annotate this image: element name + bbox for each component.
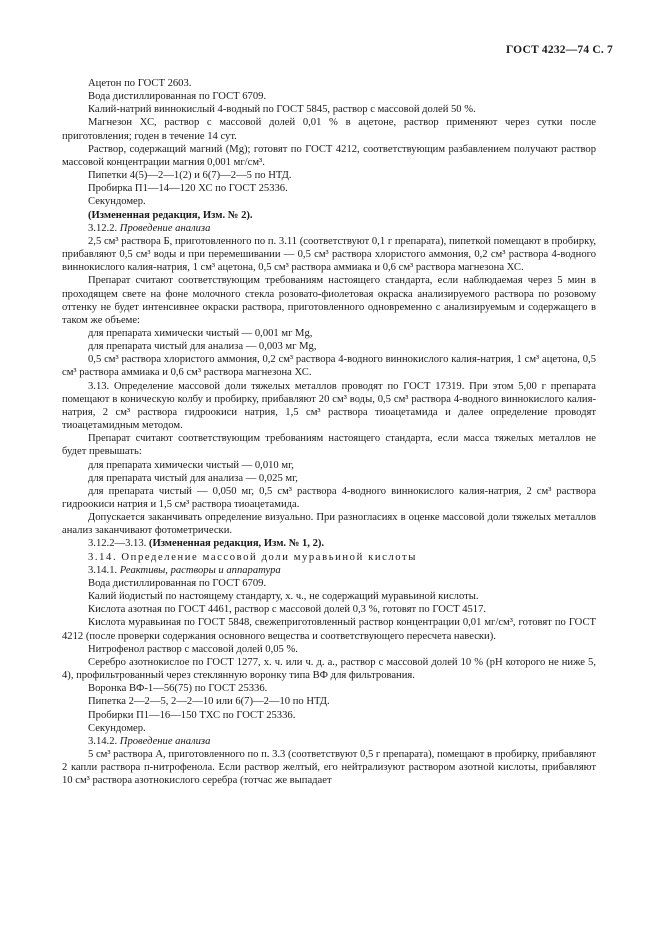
paragraph xyxy=(62,616,596,642)
paragraph xyxy=(62,327,596,340)
paragraph xyxy=(62,169,596,182)
paragraph xyxy=(62,380,596,433)
paragraph xyxy=(62,116,596,142)
paragraph xyxy=(62,77,596,90)
paragraph-text: Нитрофенол раствор с массовой долей 0,05 %. xyxy=(88,643,298,655)
paragraph xyxy=(62,564,596,577)
paragraph xyxy=(62,735,596,748)
paragraph-text: Пипетка 2—2—5, 2—2—10 или 6(7)—2—10 по НТД. xyxy=(88,696,330,708)
section-heading-italic: Проведение анализа xyxy=(119,735,211,747)
section-heading-italic: Реактивы, растворы и аппаратура xyxy=(119,564,281,576)
paragraph-text: Раствор, содержащий магний (Mg); готовят по ГОСТ 4212, соответствующим разбавлением получают раствор массовой концентрации магния 0,001 мг/см³. xyxy=(62,143,596,168)
paragraph xyxy=(62,90,596,103)
paragraph xyxy=(62,472,596,485)
paragraph-text: (Измененная редакция, Изм. № 2). xyxy=(88,209,253,221)
paragraph-text: 3.14. Определение массовой доли муравьиной кислоты xyxy=(88,551,418,563)
paragraph xyxy=(62,274,596,327)
paragraph-text: 3.14.2. xyxy=(88,735,118,747)
paragraph xyxy=(62,722,596,735)
paragraph-text: Пробирки П1—16—150 ТХС по ГОСТ 25336. xyxy=(88,709,296,721)
paragraph-text: 3.13. Определение массовой доли тяжелых металлов проводят по ГОСТ 17319. При этом 5,00 г препарата помещают в коническую колбу и пробирку, прибавляют 20 см³ воды, 0,5 см³ раствора 4-водного виннокислого калия-натрия, 2 см³ раствора гидроокиси натрия, 1,5 см³ раствора тиоацетамида и далее определение проводят тиоацетамидным методом. xyxy=(62,380,596,432)
paragraph xyxy=(62,709,596,722)
paragraph-text: Препарат считают соответствующим требованиям настоящего стандарта, если масса тяжелых металлов не будет превышать: xyxy=(62,433,596,458)
paragraph xyxy=(62,682,596,695)
paragraph-text: 3.14.1. xyxy=(88,564,118,576)
revision-note: (Измененная редакция, Изм. № 1, 2). xyxy=(148,538,325,550)
paragraph-text: 3.12.2—3.13. xyxy=(88,538,147,550)
paragraph xyxy=(62,511,596,537)
paragraph-text: для препарата химически чистый — 0,001 мг Mg, xyxy=(88,327,313,339)
paragraph xyxy=(62,551,596,564)
paragraph-text: Препарат считают соответствующим требованиям настоящего стандарта, если наблюдаемая через 5 мин в проходящем свете на фоне молочного стекла розовато-фиолетовая окраска анализируемого раствора по розовому оттенку не будет интенсивнее окраски раствора, приготовленного одновременно с анализируемым и содержащего в таком же объеме: xyxy=(62,275,596,326)
section-heading-italic: Проведение анализа xyxy=(119,222,211,234)
paragraph-text: Секундомер. xyxy=(88,196,146,208)
paragraph xyxy=(62,432,596,458)
paragraph xyxy=(62,103,596,116)
paragraph-text: 3.12.2. xyxy=(88,222,118,234)
paragraph-text: Ацетон по ГОСТ 2603. xyxy=(88,78,192,89)
paragraph xyxy=(62,182,596,195)
paragraph xyxy=(62,643,596,656)
paragraph xyxy=(62,353,596,379)
paragraph xyxy=(62,459,596,472)
paragraph-text: Пробирка П1—14—120 ХС по ГОСТ 25336. xyxy=(88,183,288,195)
paragraph xyxy=(62,235,596,274)
paragraph xyxy=(62,603,596,616)
paragraph xyxy=(62,195,596,208)
paragraph xyxy=(62,340,596,353)
paragraph xyxy=(62,485,596,511)
page-header: ГОСТ 4232—74 С. 7 xyxy=(505,44,613,56)
paragraph-text: Кислота муравьиная по ГОСТ 5848, свежеприготовленный раствор концентрации 0,01 мг/см³, готовят по ГОСТ 4212 (после проверки содержания основного вещества и соответствующего пересчета навески). xyxy=(62,617,596,642)
paragraph-text: для препарата чистый для анализа — 0,003 мг Mg, xyxy=(88,341,317,353)
paragraph xyxy=(62,748,596,787)
paragraph-text: 0,5 см³ раствора хлористого аммония, 0,2 см³ раствора 4-водного виннокислого калия-натрия, 1 см³ ацетона, 0,5 см³ раствора аммиака и 0,6 см³ раствора магнезона ХС. xyxy=(62,354,596,379)
paragraph xyxy=(62,143,596,169)
paragraph-text: Секундомер. xyxy=(88,722,146,734)
paragraph-text: Воронка ВФ-1—56(75) по ГОСТ 25336. xyxy=(88,683,268,695)
document-body xyxy=(62,77,596,787)
paragraph xyxy=(62,209,596,222)
paragraph-text: Вода дистиллированная по ГОСТ 6709. xyxy=(88,577,267,589)
paragraph xyxy=(62,222,596,235)
paragraph-text: Калий-натрий виннокислый 4-водный по ГОСТ 5845, раствор с массовой долей 50 %. xyxy=(88,104,476,116)
paragraph-text: для препарата чистый — 0,050 мг, 0,5 см³ раствора 4-водного виннокислого калия-натрия, 2 см³ раствора гидроокиси натрия и 1,5 см³ раствора тиоацетамида. xyxy=(62,485,596,510)
paragraph-text: Кислота азотная по ГОСТ 4461, раствор с массовой долей 0,3 %, готовят по ГОСТ 4517. xyxy=(88,604,487,616)
paragraph-text: Серебро азотнокислое по ГОСТ 1277, х. ч. или ч. д. а., раствор с массовой долей 10 % (pH которого не ниже 5, 4), профильтрованный через стеклянную воронку типа ВФ для фильтрования. xyxy=(62,656,596,682)
paragraph-text: 2,5 см³ раствора Б, приготовленного по п. 3.11 (соответствуют 0,1 г препарата), пипеткой помещают в пробирку, прибавляют 0,5 см³ воды и при перемешивании — 0,5 см³ раствора хлористого аммония, 0,2 см³ раствора 4-водного виннокислого калия-натрия, 1 см³ ацетона, 0,5 см³ раствора аммиака и 0,6 см³ раствора магнезона ХС. xyxy=(62,235,596,274)
paragraph-text: для препарата чистый для анализа — 0,025 мг, xyxy=(88,472,298,484)
paragraph xyxy=(62,656,596,682)
paragraph-text: Калий йодистый по настоящему стандарту, х. ч., не содержащий муравьиной кислоты. xyxy=(88,591,479,603)
paragraph-text: для препарата химически чистый — 0,010 мг, xyxy=(88,459,294,471)
paragraph-text: Пипетки 4(5)—2—1(2) и 6(7)—2—5 по НТД. xyxy=(88,170,292,182)
paragraph xyxy=(62,537,596,550)
paragraph xyxy=(62,695,596,708)
paragraph-text: Магнезон ХС, раствор с массовой долей 0,01 % в ацетоне, раствор применяют через сутки после приготовления; годен в течение 14 сут. xyxy=(62,117,596,142)
paragraph xyxy=(62,577,596,590)
paragraph-text: Допускается заканчивать определение визуально. При разногласиях в оценке массовой доли тяжелых металлов анализ заканчивают фотометрически. xyxy=(62,512,596,537)
paragraph-text: 5 см³ раствора А, приготовленного по п. 3.3 (соответствуют 0,5 г препарата), помещают в пробирку, прибавляют 2 капли раствора п-нитрофенола. Если раствор желтый, его нейтрализуют раствором азотной кислоты, прибавляют 10 см³ раствора азотнокислого серебра (тотчас же выпадает xyxy=(62,748,596,787)
paragraph-text: Вода дистиллированная по ГОСТ 6709. xyxy=(88,91,267,103)
paragraph xyxy=(62,590,596,603)
